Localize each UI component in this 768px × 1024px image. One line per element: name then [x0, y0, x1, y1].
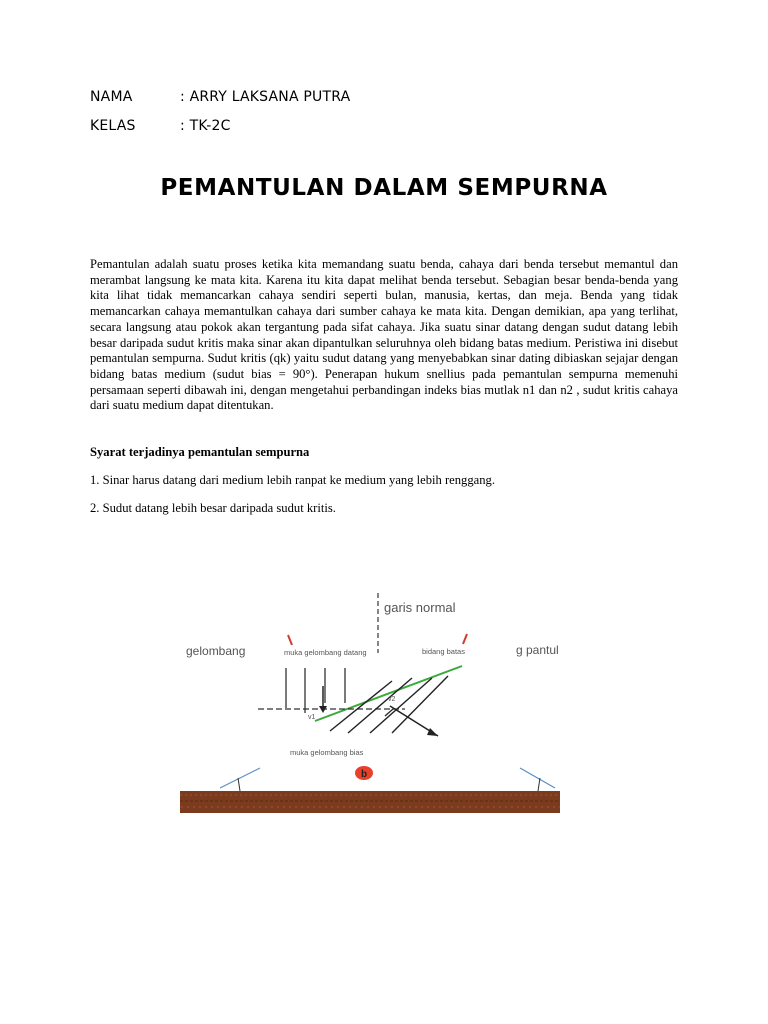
side-mark-left-b	[238, 778, 240, 791]
class-label: KELAS	[90, 118, 136, 134]
label-garis-normal: garis normal	[384, 600, 456, 615]
ground-strip	[180, 791, 560, 813]
label-gelombang: gelombang	[186, 644, 246, 658]
section-subheading: Syarat terjadinya pemantulan sempurna	[90, 445, 310, 459]
label-v2: v2	[388, 696, 396, 703]
label-bidang-batas: bidang batas	[422, 647, 465, 656]
document-title: PEMANTULAN DALAM SEMPURNA	[160, 175, 608, 201]
condition-item-1: 1. Sinar harus datang dari medium lebih ranpat ke medium yang lebih renggang.	[90, 473, 495, 487]
side-mark-left-a	[220, 768, 260, 788]
refracted-ray-1	[330, 681, 392, 731]
condition-item-2: 2. Sudut datang lebih besar daripada sudut kritis.	[90, 501, 336, 515]
short-mark	[385, 709, 393, 716]
red-mark-right	[463, 634, 467, 644]
name-row	[90, 89, 350, 105]
arrow-diagonal-head	[427, 728, 438, 736]
name-value: : ARRY LAKSANA PUTRA	[180, 89, 351, 105]
side-mark-right-b	[538, 778, 540, 791]
name-label: NAMA	[90, 89, 133, 105]
label-muka-bias: muka gelombang bias	[290, 748, 364, 757]
class-value: : TK-2C	[180, 118, 231, 134]
class-row	[90, 118, 231, 134]
label-pantul: g pantul	[516, 643, 559, 657]
body-paragraph: Pemantulan adalah suatu proses ketika kita memandang suatu benda, cahaya dari benda tersebut memantul dan merambat langsung ke mata kita. Karena itu kita dapat melihat benda tersebut. Sebagian besar benda-benda yang kita lihat tidak memancarkan cahaya sendiri seperti bulan, manusia, kertas, dan meja. Benda yang tidak memancarkan cahaya memantulkan cahaya dari sumber cahaya ke mata kita. Dengan demikian, apa yang terlihat, secara langsung atau pokok akan tergantung pada sifat cahaya. Jika suatu sinar datang dengan sudut datang lebih besar daripada sudut kritis maka sinar akan dipantulkan seluruhnya oleh bidang batas medium. Peristiwa ini disebut pemantulan sempurna. Sudut kritis (qk) yaitu sudut datang yang menyebabkan sinar dating dibiaskan sejajar dengan bidang batas medium (sudut bias = 90°). Penerapan hukum snellius pada pemantulan sempurna memenuhi persamaan seperti dibawah ini, dengan mengetahui perbandingan indeks bias mutlak n1 dan n2 , sudut kritis cahaya dari suatu medium dapat ditentukan.	[90, 257, 678, 413]
red-mark-left	[288, 635, 292, 645]
label-muka-datang: muka gelombang datang	[284, 648, 367, 657]
side-mark-right-a	[520, 768, 555, 788]
refraction-diagram	[180, 588, 580, 823]
label-v1: v1	[308, 714, 316, 721]
figure-badge-label: b	[360, 769, 368, 780]
